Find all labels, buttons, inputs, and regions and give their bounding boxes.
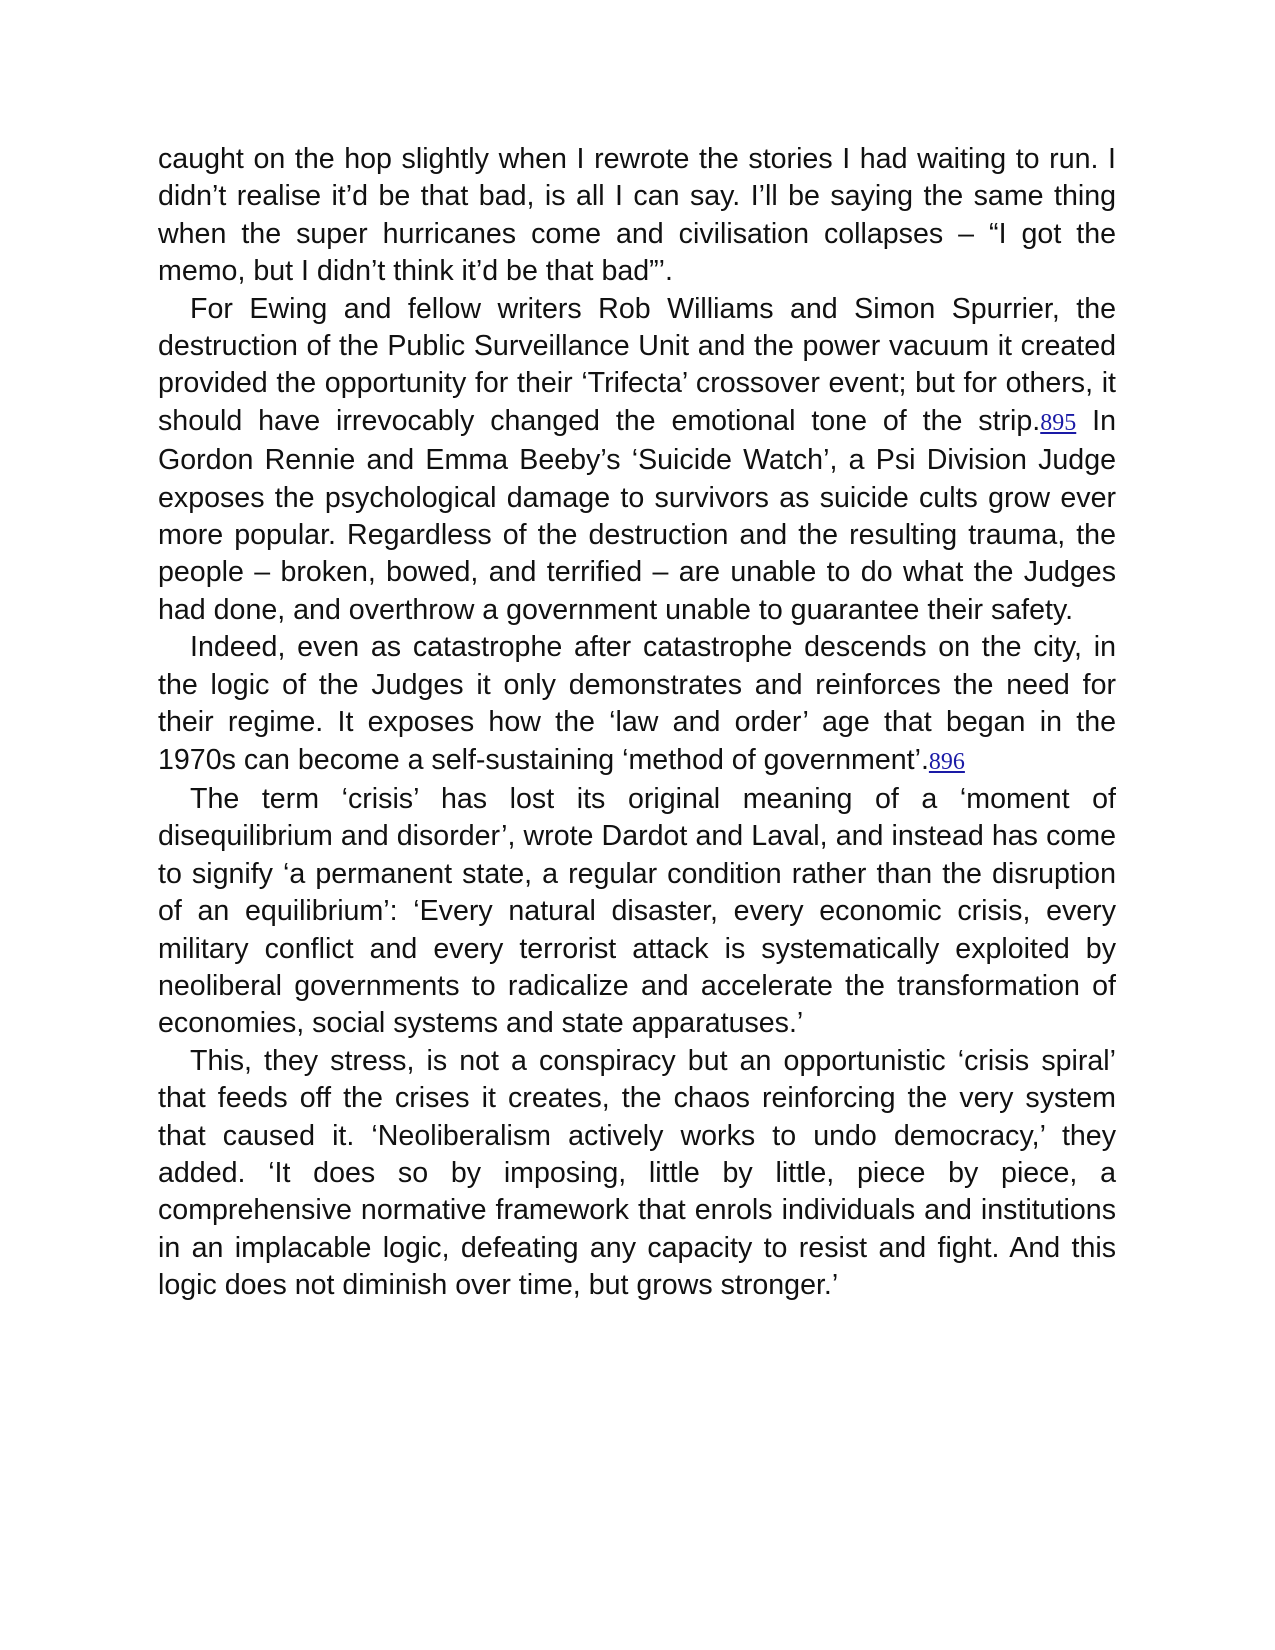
paragraph-3-text: Indeed, even as catastrophe after catastrophe descends on the city, in the logic of the Judges it only demonstrates and reinforces the need for their regime. It exposes how the ‘law and order’ age that began in the 1970s can become a self-sustaining ‘method of government’. <box>158 631 1116 776</box>
paragraph-1 <box>158 141 1116 291</box>
paragraph-2-text-b: In Gordon Rennie and Emma Beeby’s ‘Suicide Watch’, a Psi Division Judge exposes the psychological damage to survivors as suicide cults grow ever more popular. Regardless of the destruction and the resulting trauma, the people – broken, bowed, and terrified – are unable to do what the Judges had done, and overthrow a government unable to guarantee their safety. <box>158 404 1116 626</box>
paragraph-2 <box>158 291 1116 630</box>
paragraph-4 <box>158 781 1116 1043</box>
paragraph-5-text: This, they stress, is not a conspiracy but an opportunistic ‘crisis spiral’ that feeds off the crises it creates, the chaos reinforcing the very system that caused it. ‘Neoliberalism actively works to undo democracy,’ they added. ‘It does so by imposing, little by little, piece by piece, a comprehensive normative framework that enrols individuals and institutions in an implacable logic, defeating any capacity to resist and fight. And this logic does not diminish over time, but grows stronger.’ <box>158 1044 1116 1302</box>
footnote-link-896[interactable]: 896 <box>928 748 965 775</box>
paragraph-5 <box>158 1043 1116 1305</box>
paragraph-2-text-a: For Ewing and fellow writers Rob Williams and Simon Spurrier, the destruction of the Public Surveillance Unit and the power vacuum it created provided the opportunity for their ‘Trifecta’ crossover event; but for others, it should have irrevocably changed the emotional tone of the strip. <box>158 292 1116 437</box>
page-body <box>158 141 1116 1305</box>
paragraph-3 <box>158 629 1116 781</box>
paragraph-1-text: caught on the hop slightly when I rewrote the stories I had waiting to run. I didn’t realise it’d be that bad, is all I can say. I’ll be saying the same thing when the super hurricanes come and civilisation collapses – “I got the memo, but I didn’t think it’d be that bad”’. <box>158 143 1116 288</box>
footnote-link-895[interactable]: 895 <box>1040 409 1077 436</box>
paragraph-4-text: The term ‘crisis’ has lost its original meaning of a ‘moment of disequilibrium and disorder’, wrote Dardot and Laval, and instead has come to signify ‘a permanent state, a regular condition rather than the disruption of an equilibrium’: ‘Every natural disaster, every economic crisis, every military conflict and every terrorist attack is systematically exploited by neoliberal governments to radicalize and accelerate the transformation of economies, social systems and state apparatuses.’ <box>158 782 1116 1040</box>
